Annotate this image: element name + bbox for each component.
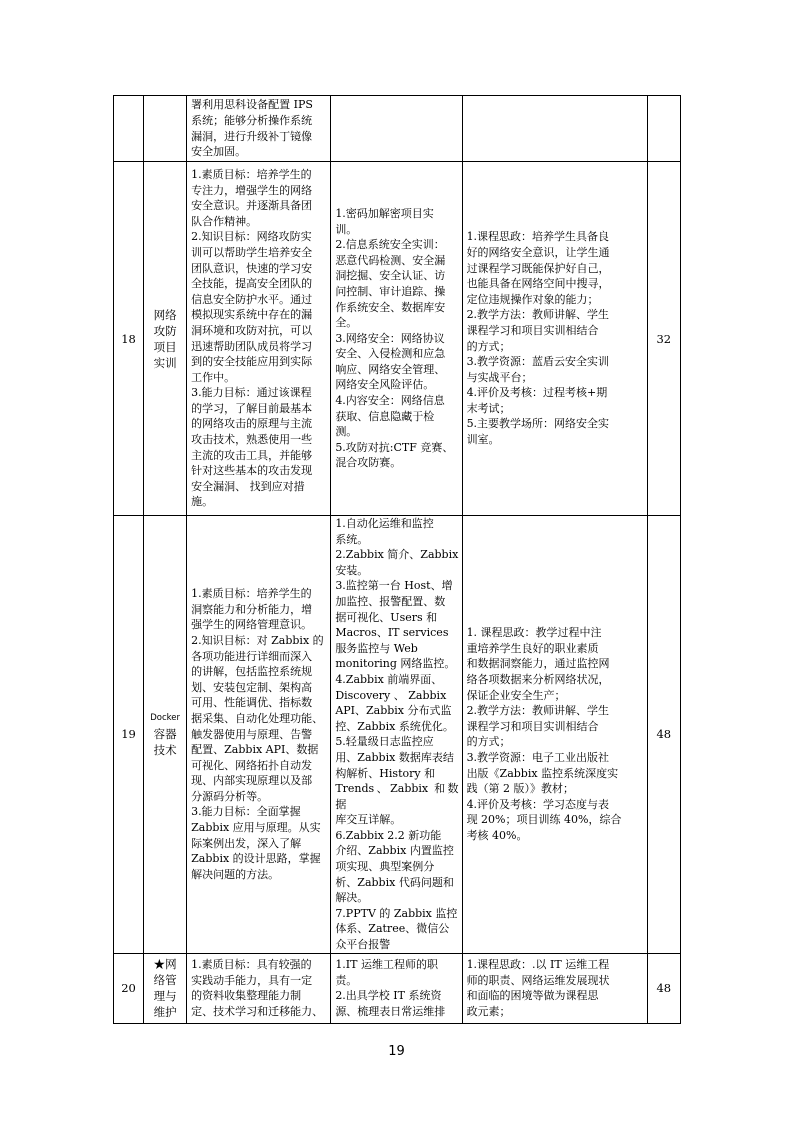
row-number-cell: 20	[114, 953, 144, 1023]
course-goals-text: 1.素质目标：培养学生的 专注力，增强学生的网络 安全意识。并逐渐具备团 队合作精神。 2.知识目标：网络攻防实 训可以帮助学生培养安全 团队意识，快速的学习安 全技能，提高安全团队的 信息安全防护水平。通过 模拟现实系统中存在的漏 洞环境和攻防对抗，可以 迅速帮助团队成员将学习 到的安全技能应用到实际 工作中。 3.能力目标：通过该课程 的学习，了解目前最基本 的网络攻击的原理与主流 攻击技术，熟悉使用一些 主流的攻击工具，并能够 针对这些基本的攻击发现 安全漏洞、 找到应对措 施。	[191, 167, 313, 509]
table-row	[114, 953, 681, 1023]
course-hours-cell	[647, 96, 680, 162]
course-goals-cell	[187, 516, 331, 954]
course-goals-text: 1.素质目标：培养学生的 洞察能力和分析能力，增 强学生的网络管理意识。 2.知识目标：对 Zabbix 的 各项功能进行详细而深入 的讲解，包括监控系统规 划、安装包定制、架构高 可用、性能调优、指标数 据采集、自动化处理功能、 触发器使用与原理、告警 配置、Zabbix API、数据 可视化、网络拓扑自动发 现、内部实现原理以及部 分源码分析等。 3.能力目标：全面掌握 Zabbix 应用与原理。从实 际案例出发，深入了解 Zabbix 的设计思路，掌握 解决问题的方法。	[191, 587, 324, 881]
course-hours-cell: 48	[647, 516, 680, 954]
course-name-text: ★网 络管 理与 维护	[153, 957, 177, 1020]
course-content-text: 1.IT 运维工程师的职 责。 2.出具学校 IT 系统资 源、梳理表日常运维排	[335, 957, 446, 1018]
course-name-cell	[144, 953, 187, 1023]
course-requirements-cell	[462, 953, 647, 1023]
table-row	[114, 162, 681, 516]
page-number: 19	[388, 1044, 405, 1059]
course-table	[113, 95, 681, 1024]
course-content-cell	[331, 953, 462, 1023]
course-requirements-text: 1.课程思政：培养学生具备良 好的网络安全意识，让学生通 过课程学习既能保护好自己， 也能具备在网络空间中搜寻， 定位违规操作对象的能力； 2.教学方法：教师讲解、学生 课程学习和项目实训相结合 的方式； 3.教学资源：蓝盾云安全实训 与实战平台； 4.评价及考核：过程考核+期 末考试； 5.主要教学场所：网络安全实 训室。	[466, 230, 610, 447]
course-name-prefix: Docker	[150, 713, 181, 724]
course-goals-cell	[187, 96, 331, 162]
table-row	[114, 96, 681, 162]
course-content-text: 1.自动化运维和监控 系统。 2.Zabbix 简介、Zabbix 安装。 3.监控第一台 Host、增 加监控、报警配置、数 据可视化、Users 和 Macros、IT services 服务监控与 Web monitoring 网络监控。 4.Zabbix 前端界面、 Discovery 、 Zabbix API、Zabbix 分布式监 控、Zabbix 系统优化。 5.轻量级日志监控应 用、Zabbix 数据库表结 构解析、History 和 Trends、Zabbix 和数据 库交互详解。 6.Zabbix 2.2 新功能 介绍、Zabbix 内置监控 项实现、典型案例分 析、Zabbix 代码问题和 解决。 7.PPTV 的 Zabbix 监控 体系、Zatree、微信公 众平台报警	[335, 517, 459, 952]
course-name-cell	[144, 96, 187, 162]
row-number-cell: 19	[114, 516, 144, 954]
course-content-cell	[331, 162, 462, 516]
course-name-cell	[144, 516, 187, 954]
course-content-cell	[331, 96, 462, 162]
course-goals-text: 署利用思科设备配置 IPS 系统；能够分析操作系统 漏洞，进行升级补丁镜像 安全加固。	[191, 98, 313, 159]
course-requirements-cell	[462, 96, 647, 162]
course-requirements-text: 1. 课程思政：教学过程中注 重培养学生良好的职业素质 和数据洞察能力，通过监控网 络各项数据来分析网络状况， 保证企业安全生产； 2.教学方法：教师讲解、学生 课程学习和项目实训相结合 的方式； 3.教学资源：电子工业出版社 出版《Zabbix 监控系统深度实 践（第 2 版）》教材； 4.评价及考核：学习态度与表 现 20%；项目训练 40%，综合 考核 40%。	[466, 626, 622, 842]
table-row	[114, 516, 681, 954]
course-content-text: 1.密码加解密项目实 训。 2.信息系统安全实训： 恶意代码检测、安全漏 洞挖掘、安全认证、访 问控制、审计追踪、操 作系统安全、数据库安 全。 3.网络安全：网络协议 安全、入侵检测和应急 响应、网络安全管理、 网络安全风险评估。 4.内容安全：网络信息 获取、信息隐藏于检 测。 5.攻防对抗:CTF 竞赛、 混合攻防赛。	[335, 206, 454, 470]
course-content-cell	[331, 516, 462, 954]
course-name-text: 网络 攻防 项目 实训	[153, 307, 177, 370]
course-goals-text: 1.素质目标：具有较强的 实践动手能力，具有一定 的资料收集整理能力制 定、技术学习和迁移能力、	[191, 957, 324, 1018]
row-number-cell: 18	[114, 162, 144, 516]
course-requirements-text: 1.课程思政：.以 IT 运维工程 师的职责、网络运维发展现状 和面临的困境等做为课程思 政元素；	[466, 957, 610, 1018]
course-hours-cell: 48	[647, 953, 680, 1023]
row-number-cell	[114, 96, 144, 162]
course-goals-cell	[187, 162, 331, 516]
course-name-text: 容器 技术	[153, 727, 177, 758]
course-name-cell	[144, 162, 187, 516]
course-goals-cell	[187, 953, 331, 1023]
course-requirements-cell	[462, 516, 647, 954]
course-hours-cell: 32	[647, 162, 680, 516]
course-requirements-cell	[462, 162, 647, 516]
